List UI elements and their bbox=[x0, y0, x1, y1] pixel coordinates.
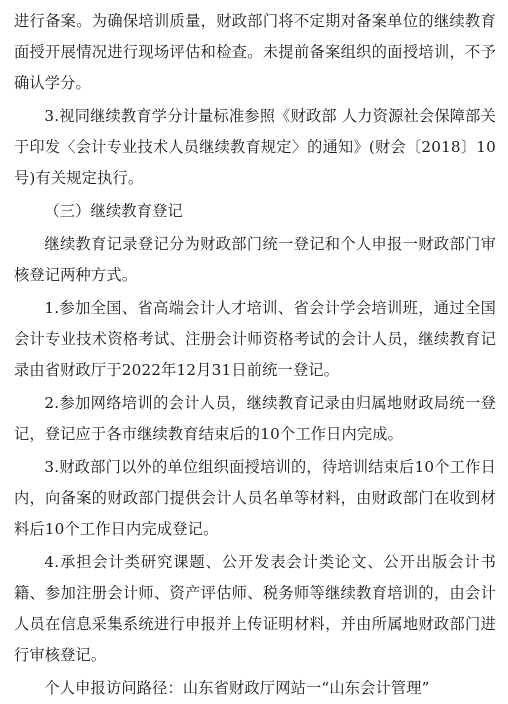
paragraph-item-4-self-declaration: 4.承担会计类研究课题、公开发表会计类论文、公开出版会计书籍、参加注册会计师、资产评估师、税务师等继续教育培训的，由会计人员在信息采集系统进行申报并上传证明材料，并由所属地财政部门进行审核登记。 bbox=[14, 553, 496, 664]
paragraph-item-3-external-training: 3.财政部门以外的单位组织面授培训的，待培训结束后10个工作日内，向备案的财政部门提供会计人员名单等材料，由财政部门在收到材料后10个工作日内完成登记。 bbox=[14, 458, 496, 538]
section-heading-registration: （三）继续教育登记 bbox=[44, 202, 183, 220]
paragraph-item-1-unified-registration: 1.参加全国、省高端会计人才培训、省会计学会培训班，通过全国会计专业技术资格考试、注册会计师资格考试的会计人员，继续教育记录由省财政厅于2022年12月31日前统一登记。 bbox=[14, 299, 496, 379]
paragraph-equivalent-credits: 3.视同继续教育学分计量标准参照《财政部 人力资源社会保障部关于印发〈会计专业技术人员继续教育规定〉的通知》(财会〔2018〕10号)有关规定执行。 bbox=[14, 107, 496, 187]
paragraph-access-path: 个人申报访问路径：山东省财政厅网站一“山东会计管理” bbox=[44, 679, 430, 697]
paragraph-registration-methods: 继续教育记录登记分为财政部门统一登记和个人申报一财政部门审核登记两种方式。 bbox=[14, 235, 496, 284]
paragraph-filing-continuation: 进行备案。为确保培训质量，财政部门将不定期对备案单位的继续教育面授开展情况进行现场评估和检查。未提前备案组织的面授培训，不予确认学分。 bbox=[14, 12, 496, 92]
paragraph-item-2-online-training: 2.参加网络培训的会计人员，继续教育记录由归属地财政局统一登记，登记应于各市继续教育结束后的10个工作日内完成。 bbox=[14, 394, 496, 443]
